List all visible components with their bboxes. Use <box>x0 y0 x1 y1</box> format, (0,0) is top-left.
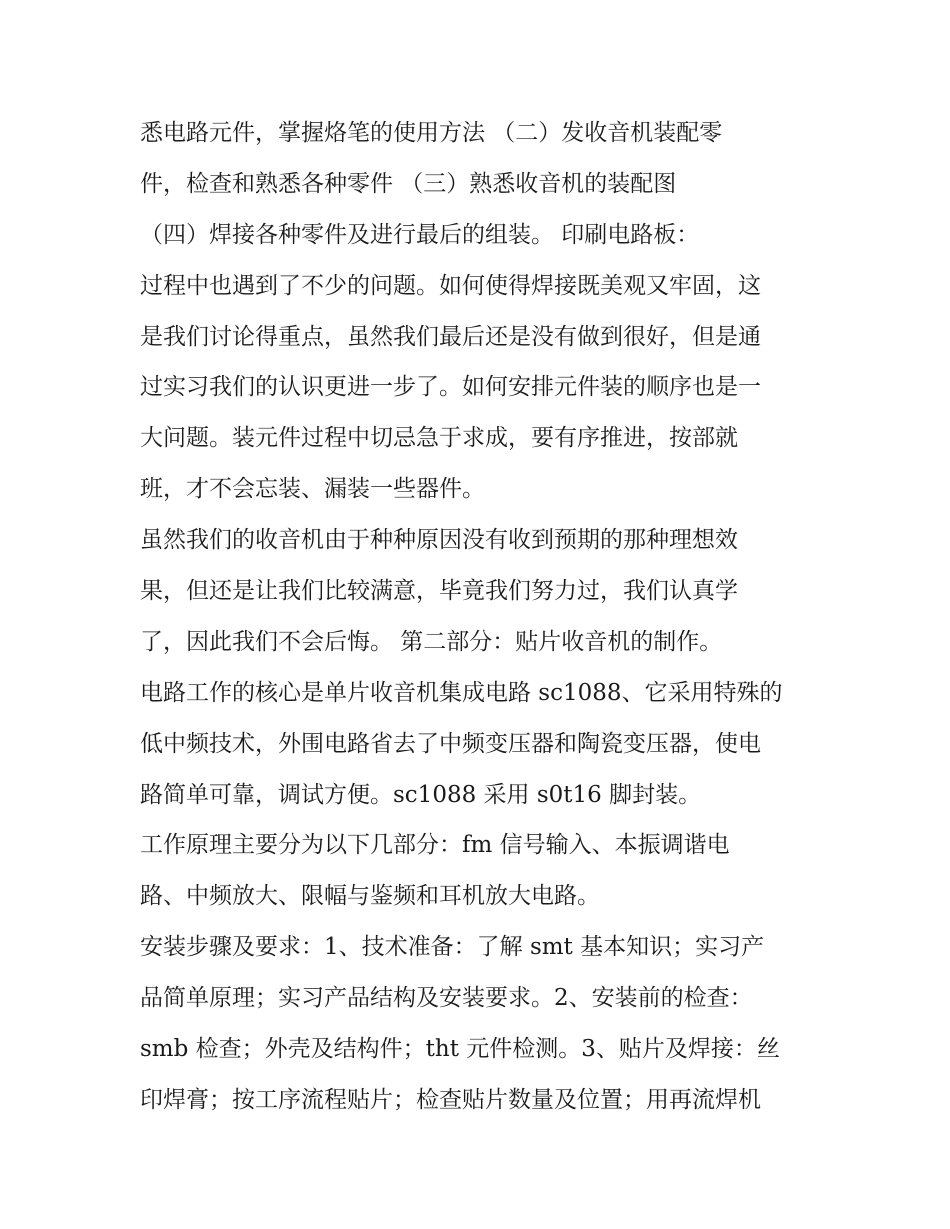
text-line: 件，检查和熟悉各种零件 （三）熟悉收音机的装配图 <box>140 170 677 197</box>
text-line: 了，因此我们不会后悔。 第二部分：贴片收音机的制作。 <box>140 628 723 655</box>
text-line: 果，但还是让我们比较满意，毕竟我们努力过，我们认真学 <box>140 578 738 605</box>
text-line: 是我们讨论得重点，虽然我们最后还是没有做到很好，但是通 <box>140 323 761 350</box>
text-line: 电路工作的核心是单片收音机集成电路 sc1088、它采用特殊的 <box>140 679 783 706</box>
text-line: 过程中也遇到了不少的问题。如何使得焊接既美观又牢固，这 <box>140 272 761 299</box>
text-line: 班，才不会忘装、漏装一些器件。 <box>140 476 485 503</box>
text-line: 虽然我们的收音机由于种种原因没有收到预期的那种理想效 <box>140 527 738 554</box>
text-line: （四）焊接各种零件及进行最后的组装。 印刷电路板： <box>140 221 700 248</box>
text-line: 安装步骤及要求：1、技术准备：了解 smt 基本知识；实习产 <box>140 934 765 961</box>
text-line: 路简单可靠，调试方便。sc1088 采用 s0t16 脚封装。 <box>140 781 702 808</box>
text-line: smb 检查；外壳及结构件；tht 元件检测。3、贴片及焊接：丝 <box>140 1036 780 1063</box>
text-line: 低中频技术，外围电路省去了中频变压器和陶瓷变压器，使电 <box>140 730 761 757</box>
text-line: 过实习我们的认识更进一步了。如何安排元件装的顺序也是一 <box>140 374 761 401</box>
body-text <box>140 108 820 1126</box>
text-line: 印焊膏；按工序流程贴片；检查贴片数量及位置；用再流焊机 <box>140 1086 761 1113</box>
text-line: 大问题。装元件过程中切忌急于求成，要有序推进，按部就 <box>140 425 738 452</box>
text-line: 路、中频放大、限幅与鉴频和耳机放大电路。 <box>140 883 600 910</box>
text-line: 悉电路元件，掌握烙笔的使用方法 （二）发收音机装配零 <box>140 120 723 146</box>
text-line: 品简单原理；实习产品结构及安装要求。2、安装前的检查： <box>140 985 753 1012</box>
text-line: 工作原理主要分为以下几部分：fm 信号输入、本振调谐电 <box>140 832 730 859</box>
